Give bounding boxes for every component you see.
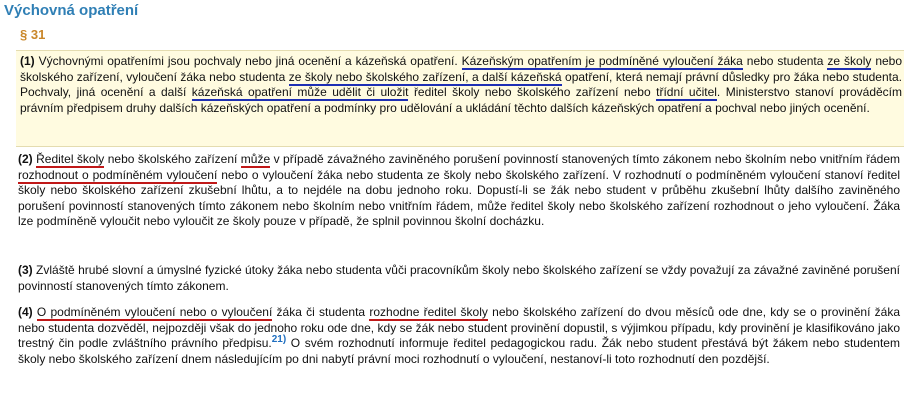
text: Zvláště hrubé slovní a úmyslné fyzické útoky žáka nebo studenta vůči pracovníkům školy nebo školského zařízení se vždy považují za závažné zaviněné porušení povinností stanovených tímto zákonem. <box>18 263 900 293</box>
text: . Ministerstvo stanoví prováděcím právním předpisem druhy dalších kázeňských opatření a podmínky pro udělování a ukládání těchto dalších kázeňských opatření a pochval nebo jiných ocenění. <box>20 85 903 115</box>
paragraph-3 <box>18 263 900 294</box>
text: v případě závažného zaviněného porušení povinností stanovených tímto zákonem nebo školním nebo vnitřním řádem <box>273 152 901 166</box>
text: žáka či studenta <box>276 305 366 319</box>
underlined-phrase: O podmíněném vyloučení nebo o vyloučení <box>36 305 273 319</box>
underlined-phrase: ze školy nebo školského zařízení, a další kázeňská <box>288 69 562 84</box>
paragraph-number: (4) <box>18 305 33 319</box>
page-title: Výchovná opatření <box>4 2 139 19</box>
text: O svém rozhodnutí informuje ředitel pedagogickou radu. Žák nebo student přestává být žákem nebo studentem školy nebo školského zařízení dnem následujícím po dni nabytí právní moci rozhodnutí o vyloučení, nestanoví-li toto rozhodnutí den pozdější. <box>18 336 900 366</box>
paragraph-4 <box>18 305 900 367</box>
paragraph-number: (3) <box>18 263 33 277</box>
underlined-phrase: Ředitel školy <box>36 152 105 166</box>
underlined-phrase: rozhodnout o podmíněném vyloučení <box>18 167 218 182</box>
text: nebo školského zařízení <box>107 152 238 166</box>
text: nebo školského zařízení, vyloučení žáka nebo studenta <box>20 54 903 84</box>
section-number: § 31 <box>20 27 46 42</box>
paragraph-2 <box>18 152 900 230</box>
paragraph-number: (1) <box>20 54 35 68</box>
underlined-phrase: Kázeňským opatřením je podmíněné vyloučení žáka <box>461 54 743 68</box>
underlined-phrase: třídní učitel <box>656 85 717 100</box>
underlined-phrase: kázeňská opatření může udělit či uložit <box>191 85 409 100</box>
text: Výchovnými opatřeními jsou pochvaly nebo jiná ocenění a kázeňská opatření. <box>38 54 458 68</box>
underlined-phrase: může <box>240 152 271 166</box>
text: nebo o vyloučení žáka nebo studenta ze školy nebo školského zařízení. V rozhodnutí o podmíněném vyloučení stanoví ředitel školy nebo školského zařízení zkušební lhůtu, a to nejdéle na dobu jednoho roku. Dopustí-li se žák nebo student v průběhu zkušební lhůty dalšího zaviněného porušení povinností stanovených tímto zákonem nebo školním nebo vnitřním řádem, může ředitel školy nebo školského zařízení rozhodnout o jeho vyloučení. Žáka lze podmíněně vyloučit nebo vyloučit ze školy pouze v případě, že splnil povinnou školní docházku. <box>18 167 900 229</box>
text: nebo školského zařízení do dvou měsíců ode dne, kdy se o provinění žáka nebo studenta dozvěděl, nejpozději však do jednoho roku ode dne, kdy se žák nebo student provinění dopustil, s výjimkou případu, kdy provinění je klasifikováno jako trestný čin podle zvláštního právního předpisu. <box>18 305 900 351</box>
text: nebo studenta <box>746 54 824 68</box>
footnote-link[interactable]: 21) <box>271 334 287 346</box>
paragraph-1-highlighted <box>16 50 904 147</box>
text: ředitel školy nebo školského zařízení nebo <box>413 85 651 100</box>
underlined-phrase: rozhodne ředitel školy <box>369 305 488 319</box>
underlined-phrase: ze školy <box>827 54 872 68</box>
paragraph-number: (2) <box>18 152 33 166</box>
text: opatření, která nemají právní důsledky pro žáka nebo studenta. Pochvaly, jiná ocenění a další <box>20 69 902 100</box>
